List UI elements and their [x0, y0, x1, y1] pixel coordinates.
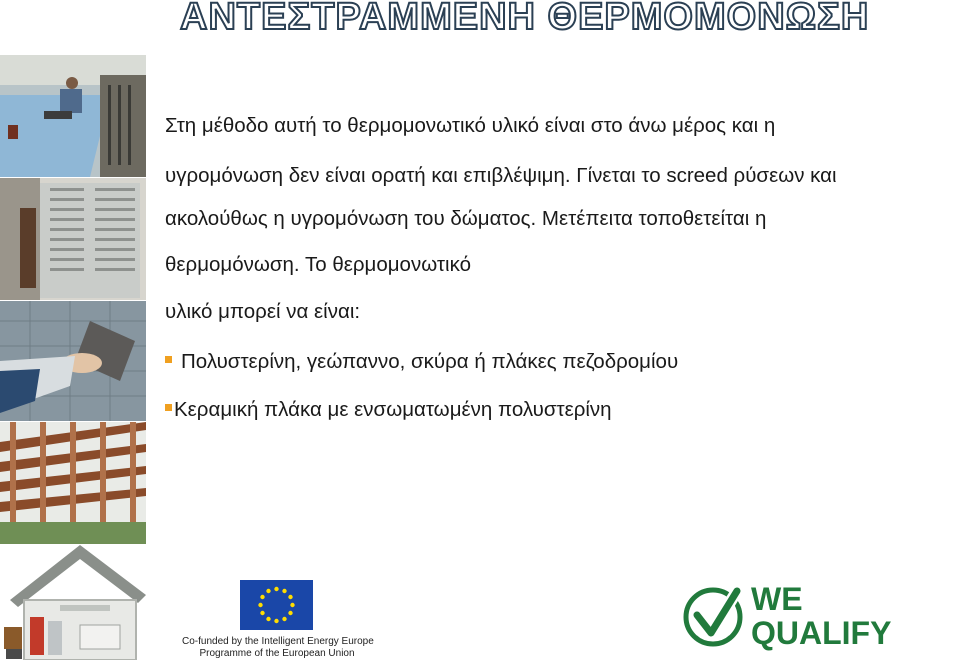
square-bullet-icon — [165, 356, 172, 363]
bullet-item — [165, 350, 678, 374]
eu-flag-icon — [240, 580, 313, 630]
logo-line-we: WE — [751, 581, 803, 617]
bullet-text: Κεραμική πλάκα με ενσωματωμένη πολυστερίνη — [174, 398, 612, 421]
we-qualify-logo — [683, 583, 893, 653]
square-bullet-icon — [165, 404, 172, 411]
shutters-photo — [0, 178, 146, 300]
eu-caption-line2: Programme of the European Union — [199, 648, 355, 659]
eu-caption-line1: Co-funded by the Intelligent Energy Europe — [182, 636, 374, 647]
paragraph-line: Στη μέθοδο αυτή το θερμομονωτικό υλικό είναι στο άνω μέρος και η — [165, 114, 776, 137]
rooftop-worker-photo — [0, 55, 146, 177]
paragraph-line: ακολούθως η υγρομόνωση του δώματος. Μετέπειτα τοποθετείται η — [165, 207, 767, 230]
plastering-photo — [0, 301, 146, 421]
page-title: ΑΝΤΕΣΤΡΑΜΜΕΝΗ ΘΕΡΜΟΜΟΝΩΣΗ — [180, 0, 870, 38]
paragraph-line: υγρομόνωση δεν είναι ορατή και επιβλέψιμη. Γίνεται το screed ρύσεων και — [165, 164, 837, 187]
bullet-item — [165, 398, 612, 422]
bullet-text: Πολυστερίνη, γεώπαννο, σκύρα ή πλάκες πεζοδρομίου — [181, 350, 679, 373]
paragraph-line: θερμομόνωση. Το θερμομονωτικό — [165, 253, 471, 276]
paragraph-line: υλικό μπορεί να είναι: — [165, 300, 361, 323]
house-icon — [0, 545, 146, 660]
checkmark-circle-icon — [683, 585, 747, 649]
logo-line-qualify: QUALIFY — [751, 615, 892, 651]
pergola-photo — [0, 422, 146, 544]
